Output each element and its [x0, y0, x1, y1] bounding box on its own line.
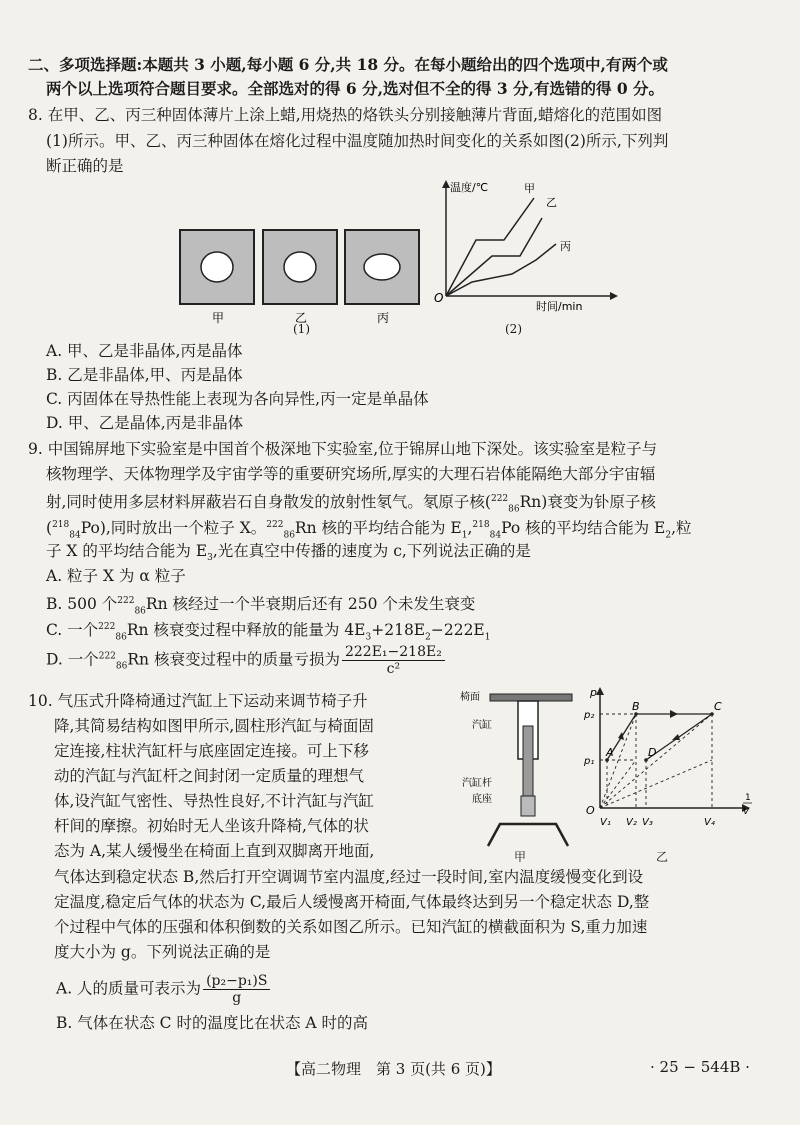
base-column: [521, 796, 535, 816]
chair-seat: [490, 694, 572, 701]
q9-stem-line4: ($^{218}_{84}$Po),同时放出一个粒子 X。$^{222}_{86}$Rn 核的平均结合能为 $E_1,^{218}_{84}Po$ 核的平均结合能为 $E_2$,粒: [46, 519, 692, 541]
origin-label: O: [434, 291, 444, 305]
q10-figure-jia-caption: 甲: [514, 850, 527, 864]
label-seat: 椅面: [460, 692, 480, 703]
point-c-label: C: [714, 700, 722, 713]
v1-label: V₁: [600, 817, 611, 828]
q8-figure-2: [432, 178, 622, 318]
q10-option-b: B. 气体在状态 C 时的温度比在状态 A 时的高: [56, 1014, 369, 1032]
cylinder-rod: [523, 726, 533, 796]
curve-label-jia: 甲: [524, 182, 535, 195]
origin-label: O: [586, 804, 595, 817]
footer-code: · 25 − 544B ·: [650, 1058, 750, 1076]
q10-stem-line8: 气体达到稳定状态 B,然后打开空调调节室内温度,经过一段时间,室内温度缓慢变化到设: [54, 868, 644, 886]
q8-stem-line2: (1)所示。甲、乙、丙三种固体在熔化过程中温度随加热时间变化的关系如图(2)所示,下列判: [46, 132, 669, 150]
q10-stem-line11: 度大小为 g。下列说法正确的是: [54, 943, 271, 961]
q10-figure-jia: [460, 686, 580, 858]
plate-jia: [180, 230, 254, 304]
q8-stem-line1: 8. 在甲、乙、丙三种固体薄片上涂上蜡,用烧热的烙铁头分别接触薄片背面,蜡熔化的范围如图: [28, 106, 663, 124]
q8-option-d: D. 甲、乙是晶体,丙是非晶体: [46, 414, 244, 432]
q10-stem-line2: 降,其简易结构如图甲所示,圆柱形汽缸与椅面固: [54, 717, 374, 735]
plate-label-bing: 丙: [377, 311, 390, 325]
y-axis-arrow-icon: [442, 180, 450, 188]
section-header-line2: 两个以上选项符合题目要求。全部选对的得 6 分,选对但不全的得 3 分,有选错的得 0 分。: [46, 79, 665, 98]
p-axis-label: p: [590, 686, 597, 699]
q10-stem-line7: 态为 A,某人缓慢坐在椅面上直到双脚离开地面,: [54, 842, 375, 860]
q10-stem-line9: 定温度,稳定后气体的状态为 C,最后人缓慢离开椅面,气体最终达到另一个稳定状态 D,整: [54, 893, 650, 911]
q9-option-b: B. 500 个$^{222}_{86}$Rn 核经过一个半衰期后还有 250 个未发生衰变: [46, 595, 476, 617]
label-base: 底座: [472, 794, 492, 805]
curve-yi: [446, 218, 542, 296]
q9-stem-line1: 9. 中国锦屏地下实验室是中国首个极深地下实验室,位于锦屏山地下深处。该实验室是粒子与: [28, 440, 658, 458]
x-axis-arrow-icon: [610, 292, 618, 300]
q9-option-a: A. 粒子 X 为 α 粒子: [46, 567, 186, 585]
svg-text:V: V: [743, 807, 750, 817]
point-d-label: D: [648, 746, 657, 759]
point-a-label: A: [606, 746, 614, 759]
q9-option-d: D. 一个$^{222}_{86}$Rn 核衰变过程中的质量亏损为 $\frac{\text{222E₁−218E₂}}{\text{c²}}$: [46, 644, 445, 678]
q9-stem-line2: 核物理学、天体物理学及宇宙学等的重要研究场所,厚实的大理石岩体能隔绝大部分宇宙辐: [46, 465, 656, 483]
q10-figure-yi: [584, 682, 768, 848]
q8-stem-line3: 断正确的是: [46, 157, 124, 175]
p-axis-arrow-icon: [596, 687, 604, 695]
p2-label: p₂: [584, 710, 595, 721]
q9-option-c: C. 一个$^{222}_{86}$Rn 核衰变过程中释放的能量为 $4E_3+218E_2-222E_1$: [46, 621, 491, 643]
section-header-line1: 二、多项选择题:本题共 3 小题,每小题 6 分,共 18 分。在每小题给出的四个选项中,有两个或: [28, 55, 668, 74]
q10-stem-line4: 动的汽缸与汽缸杆之间封闭一定质量的理想气: [54, 767, 365, 785]
v2-label: V₂: [626, 817, 637, 828]
plate-yi: [263, 230, 337, 304]
q8-figure-2-caption: (2): [505, 322, 522, 336]
arrow-a-b-icon: [618, 732, 624, 740]
q9-stem-line3: 射,同时使用多层材料屏蔽岩石自身散发的放射性氡气。氡原子核($^{222}_{86}$Rn)衰变为钋原子核: [46, 493, 656, 515]
label-cylinder: 汽缸: [472, 720, 492, 731]
q10-figure-yi-caption: 乙: [656, 850, 669, 864]
point-b-label: B: [632, 700, 640, 713]
q10-option-a: A. 人的质量可表示为 $\frac{\text{(p₂−p₁)S}}{g}$: [56, 973, 270, 1006]
q10-stem-line5: 体,设汽缸气密性、导热性良好,不计汽缸与汽缸: [54, 792, 374, 810]
q10-stem-line1: 10. 气压式升降椅通过汽缸上下运动来调节椅子升: [28, 692, 368, 710]
y-axis-label: 温度/℃: [450, 181, 489, 194]
q10-option-a-fraction: $\frac{\text{(p₂−p₁)S}}{g}$: [203, 973, 270, 1006]
plate-bing: [345, 230, 419, 304]
curve-label-yi: 乙: [546, 196, 557, 209]
q8-option-c: C. 丙固体在导热性能上表现为各向异性,丙一定是单晶体: [46, 390, 429, 408]
curve-label-bing: 丙: [560, 240, 571, 253]
arrow-b-c-icon: [670, 710, 678, 718]
q10-stem-line10: 个过程中气体的压强和体积倒数的关系如图乙所示。已知汽缸的横截面积为 S,重力加速: [54, 918, 648, 936]
base: [488, 824, 568, 846]
svg-text:1: 1: [745, 793, 751, 803]
v3-label: V₃: [642, 817, 653, 828]
arrow-c-d-icon: [672, 734, 680, 740]
q10-stem-line6: 杆间的摩擦。初始时无人坐该升降椅,气体的状: [54, 817, 369, 835]
q9-option-d-fraction: $\frac{\text{222E₁−218E₂}}{\text{c²}}$: [342, 644, 445, 677]
q8-option-a: A. 甲、乙是非晶体,丙是晶体: [46, 342, 243, 360]
curve-jia: [446, 198, 534, 296]
p1-label: p₁: [584, 756, 595, 767]
plate-label-jia: 甲: [212, 311, 225, 325]
q8-figure-1-caption: (1): [293, 322, 310, 336]
q8-option-b: B. 乙是非晶体,甲、丙是晶体: [46, 366, 243, 384]
label-rod: 汽缸杆: [462, 778, 492, 789]
q10-stem-line3: 定连接,柱状汽缸杆与底座固定连接。可上下移: [54, 742, 369, 760]
v4-label: V₄: [704, 817, 715, 828]
x-axis-label: 时间/min: [536, 300, 583, 313]
curve-bing: [446, 244, 556, 296]
plate-label-yi: 乙: [295, 311, 308, 325]
footer-page-info: 【高二物理 第 3 页(共 6 页)】: [286, 1060, 501, 1078]
invv-axis-label: [743, 793, 752, 817]
q9-stem-line5: 子 X 的平均结合能为 $E_3$,光在真空中传播的速度为 c,下列说法正确的是: [46, 542, 531, 564]
